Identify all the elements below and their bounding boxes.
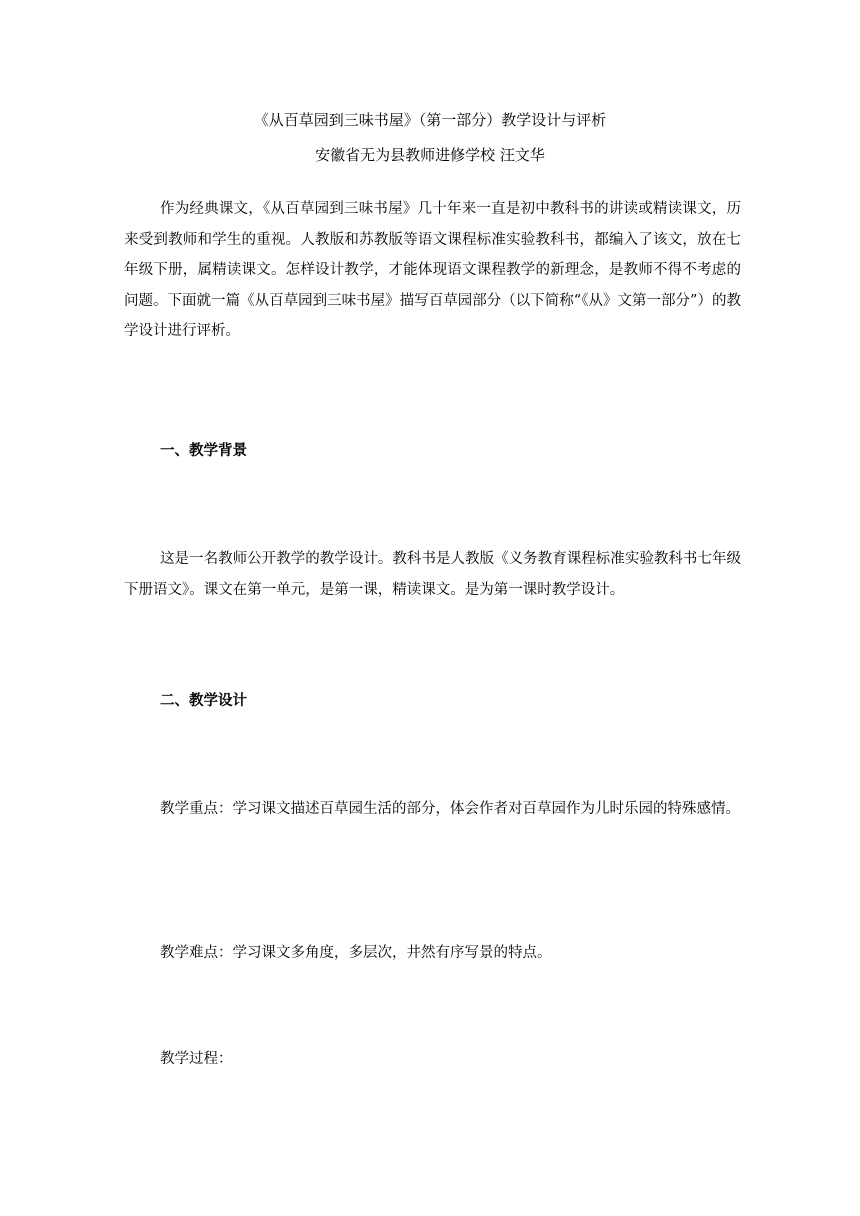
section-heading-design: 二、教学设计 [160, 692, 247, 709]
document-title: 《从百草园到三味书屋》（第一部分）教学设计与评析 [253, 111, 607, 129]
intro-paragraph: 作为经典课文，《从百草园到三味书屋》几十年来一直是初中教科书的讲读或精读课文，历来受到教师和学生的重视。人教版和苏教版等语文课程标准实验教科书，都编入了该文，放在七年级下册，属精读课文。怎样设计教学，才能体现语文课程教学的新理念，是教师不得不考虑的问题。下面就一篇《从百草园到三味书屋》描写百草园部分（以下简称“《从》文第一部分”）的教学设计进行评析。 [124, 201, 741, 339]
background-paragraph: 这是一名教师公开教学的教学设计。教科书是人教版《义务教育课程标准实验教科书七年级下册语文》。课文在第一单元，是第一课，精读课文。是为第一课时教学设计。 [124, 551, 741, 598]
difficulty-paragraph: 教学难点：学习课文多角度，多层次，井然有序写景的特点。 [160, 945, 552, 961]
section-heading-background: 一、教学背景 [160, 442, 247, 459]
key-point-paragraph: 教学重点：学习课文描述百草园生活的部分，体会作者对百草园作为儿时乐园的特殊感情。 [160, 801, 740, 817]
process-paragraph: 教学过程： [160, 1051, 233, 1067]
document-author: 安徽省无为县教师进修学校 汪文华 [315, 146, 545, 164]
